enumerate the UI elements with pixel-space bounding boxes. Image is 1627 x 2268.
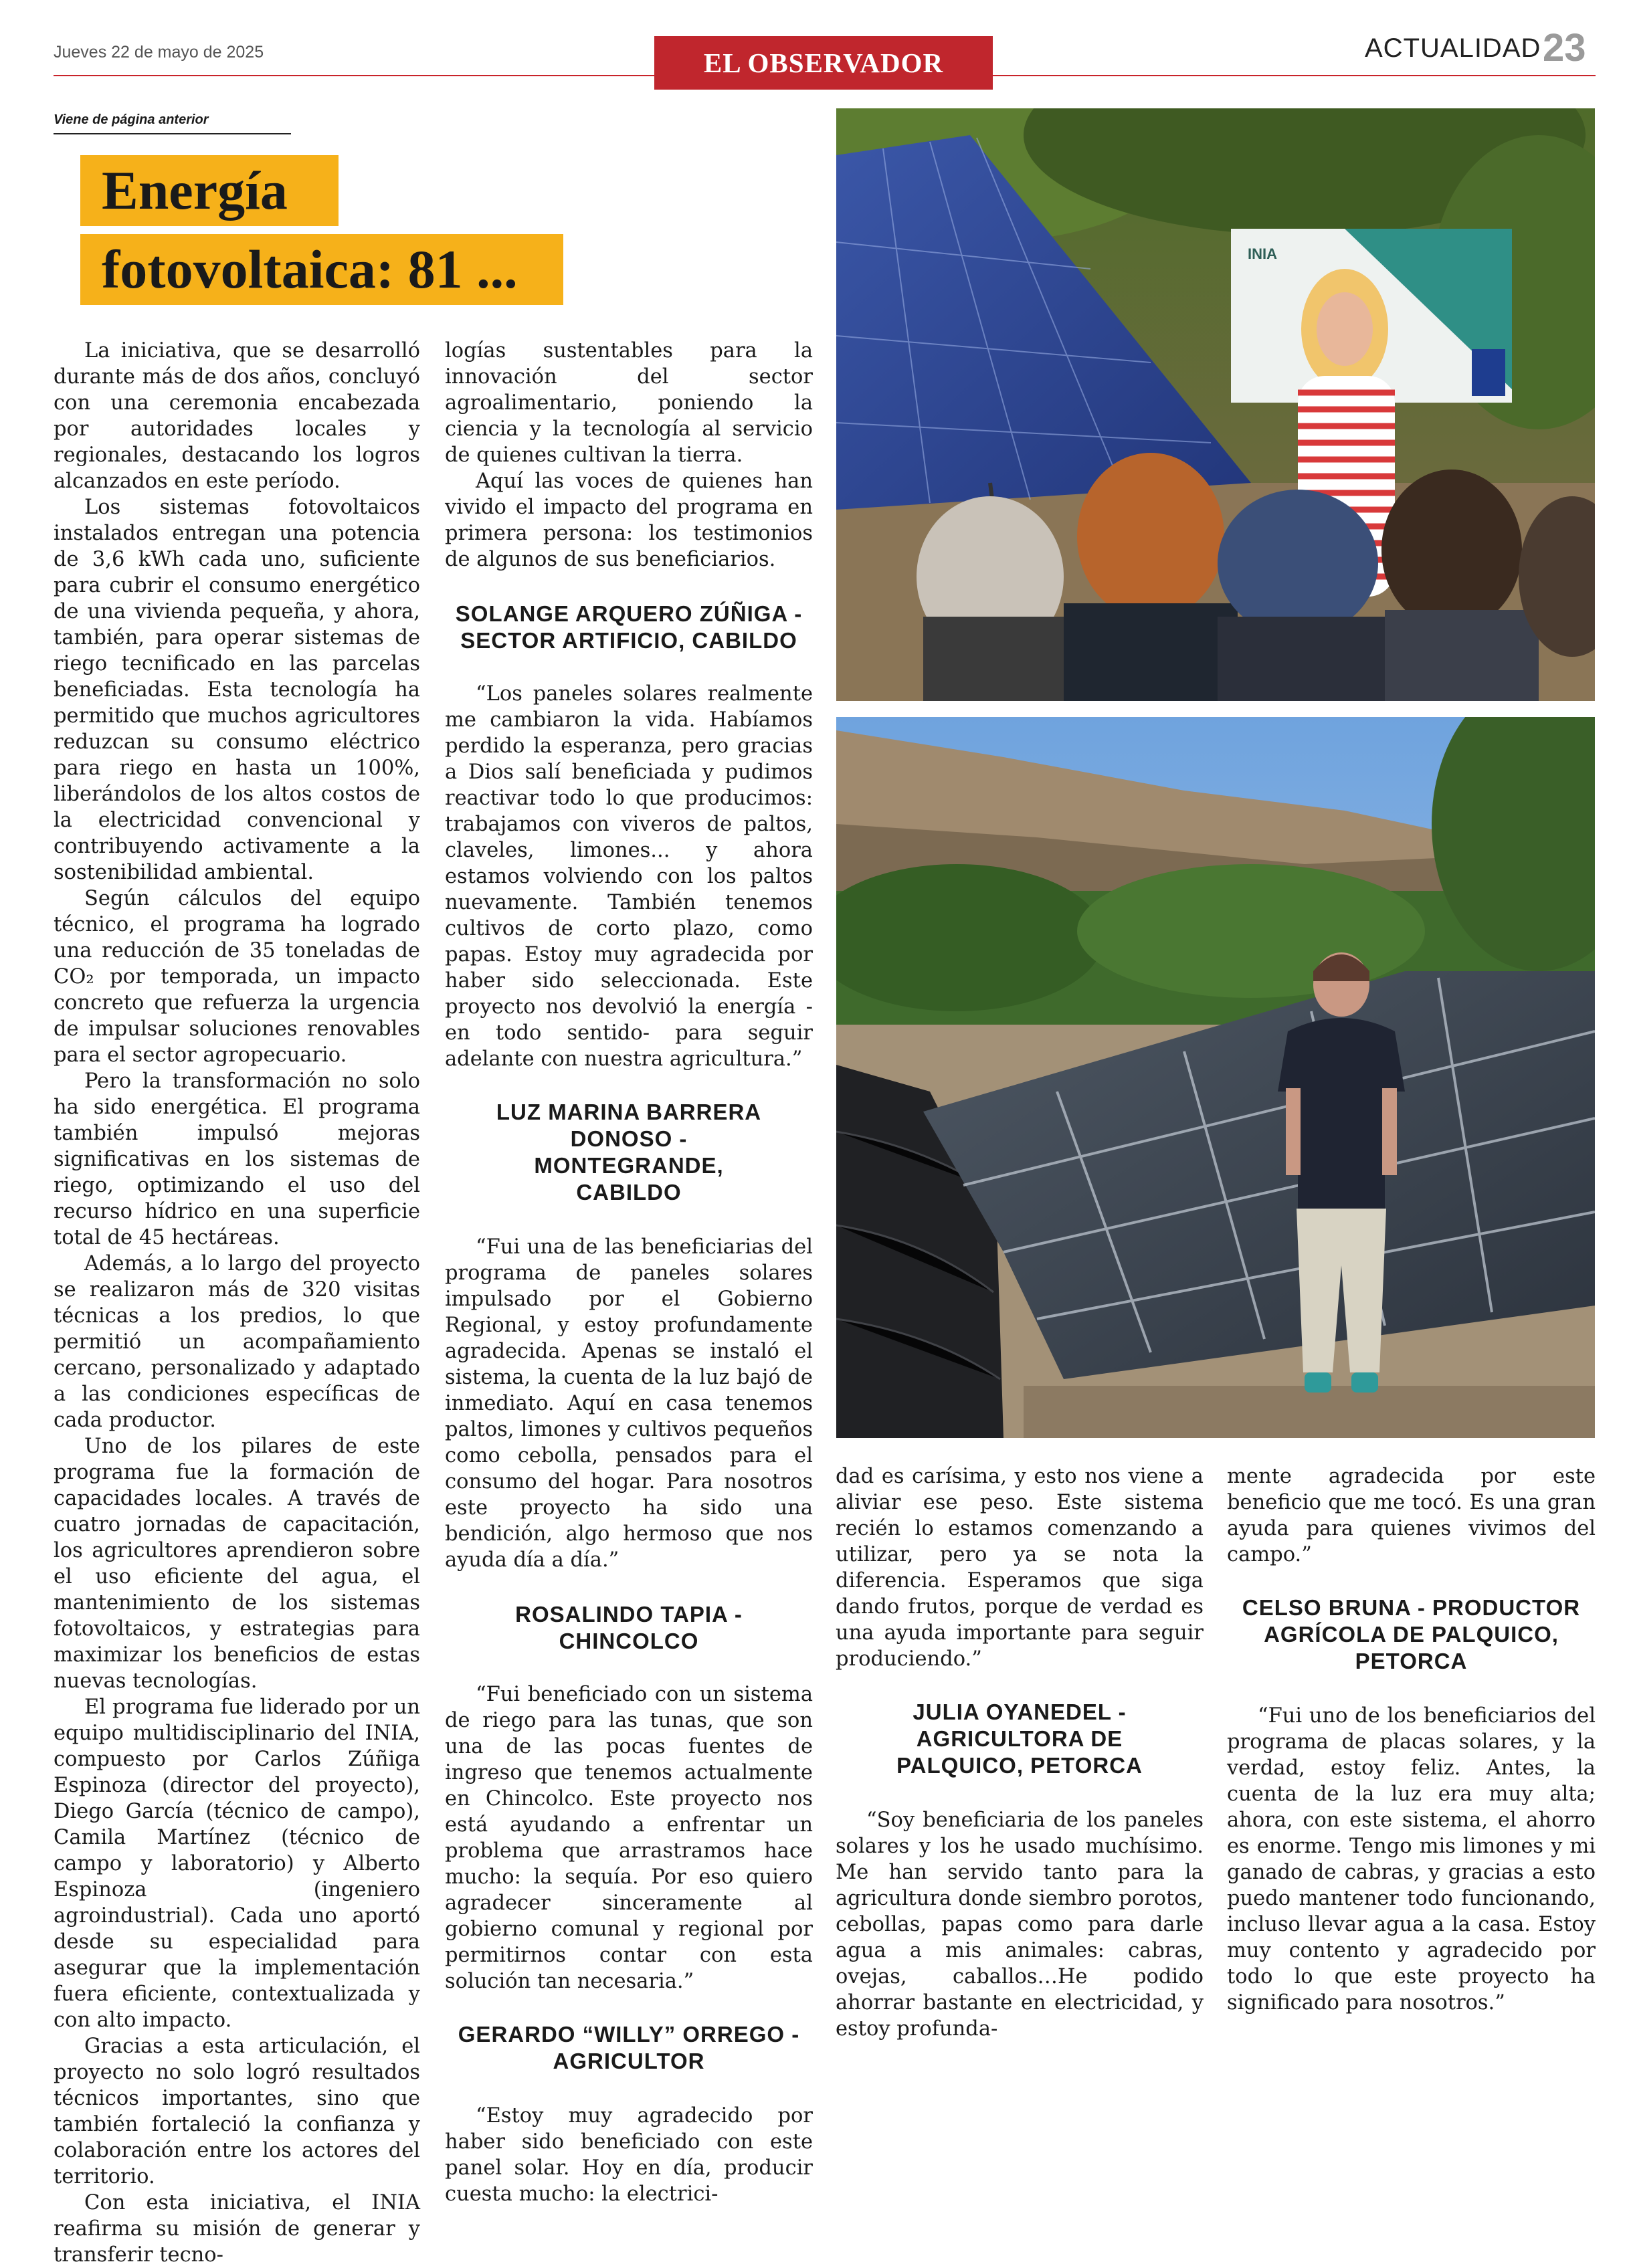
article-column-3 [836, 1463, 1204, 2042]
testimonial-heading: CELSO BRUNA - PRODUCTOR AGRÍCOLA DE PALQUICO, PETORCA [1242, 1595, 1581, 1673]
body-paragraph: Uno de los pilares de este programa fue la formación de capacidades locales. A través de cuatro jornadas de capacitación, los agricultores aprendieron sobre el uso eficiente del agua, el mantenimiento de los sistemas fotovoltaicos, y estrategias para maximizar los beneficios de estas nuevas tecnologías. [54, 1435, 420, 1693]
testimonial-heading: SOLANGE ARQUERO ZÚÑIGA - SECTOR ARTIFICIO, CABILDO [455, 601, 803, 653]
headline-line-2: fotovoltaica: 81 ... [80, 234, 563, 305]
article-column-4 [1227, 1463, 1596, 2016]
body-paragraph: Gracias a esta articulación, el proyecto no solo logró resultados técnicos importantes, sino que también fortaleció la confianza y colaboración entre los actores del territorio. [54, 2035, 420, 2188]
testimonial-heading: LUZ MARINA BARRERA DONOSO - MONTEGRANDE, CABILDO [496, 1100, 762, 1205]
page-number: 23 [1543, 26, 1586, 70]
article-column-2 [445, 338, 813, 2207]
testimonial-heading: JULIA OYANEDEL - AGRICULTORA DE PALQUICO, PETORCA [896, 1699, 1143, 1778]
body-paragraph: dad es carísima, y esto nos viene a aliviar ese peso. Este sistema recién lo estamos comenzando a utilizar, pero ya se nota la diferencia. Esperamos que siga dando frutos, porque de verdad es una ayuda importante para seguir produciendo.” [836, 1465, 1204, 1671]
body-paragraph: Con esta iniciativa, el INIA reafirma su misión de generar y transferir tecno- [54, 2191, 420, 2267]
body-paragraph: La iniciativa, que se desarrolló durante más de dos años, concluyó con una ceremonia encabezada por autoridades locales y regionales, destacando los logros alcanzados en este período. [54, 339, 420, 493]
body-paragraph: Según cálculos del equipo técnico, el programa ha logrado una reducción de 35 toneladas de CO₂ por temporada, un impacto concreto que refuerza la urgencia de impulsar soluciones renovables para el sector agropecuario. [54, 887, 420, 1067]
issue-date: Jueves 22 de mayo de 2025 [54, 43, 264, 62]
body-paragraph: mente agradecida por este beneficio que me tocó. Es una gran ayuda para quienes vivimos del campo.” [1227, 1465, 1596, 1566]
testimonial-text: “Soy beneficiaria de los paneles solares y los he usado muchísimo. Me han servido tanto para la agricultura donde siembro porotos, cebollas, papas como para darle agua a mis animales: cabras, ovejas, caballos…He podido ahorrar bastante en electricidad, y estoy profunda- [836, 1809, 1204, 2041]
continued-from-label: Viene de página anterior [54, 112, 291, 134]
body-paragraph: Los sistemas fotovoltaicos instalados entregan una potencia de 3,6 kWh cada uno, suficiente para cubrir el consumo energético de una vivienda pequeña, y ahora, también, para operar sistemas de riego tecnificado en las parcelas beneficiadas. Esta tecnología ha permitido que muchos agricultores reduzcan su consumo eléctrico para riego en hasta un 100%, liberándolos de los altos costos de la electricidad convencional y contribuyendo activamente a la sostenibilidad ambiental. [54, 496, 420, 884]
testimonial-heading: GERARDO “WILLY” ORREGO - AGRICULTOR [458, 2022, 800, 2073]
testimonial-text: “Fui uno de los beneficiarios del programa de placas solares, y la verdad, estoy feliz. Antes, la cuenta de la luz era muy alta; ahora, con este sistema, el ahorro es enorme. Tengo mis limones y mi ganado de cabras, y gracias a esto puedo mantener todo funcionando, incluso llevar agua a la casa. Estoy muy contento y agradecido por todo lo que este proyecto ha significado para nosotros.” [1227, 1704, 1596, 2015]
testimonial-text: “Estoy muy agradecido por haber sido beneficiado con este panel solar. Hoy en día, producir cuesta mucho: la electrici- [445, 2104, 813, 2206]
body-paragraph: Además, a lo largo del proyecto se realizaron más de 320 visitas técnicas a los predios, lo que permitió un acompañamiento cercano, personalizado y adaptado a las condiciones específicas de cada productor. [54, 1252, 420, 1432]
masthead-logo: EL OBSERVADOR [654, 36, 993, 90]
body-paragraph: Pero la transformación no solo ha sido energética. El programa también impulsó mejoras significativas en los sistemas de riego, optimizando el uso del recurso hídrico en una superficie total de 45 hectáreas. [54, 1069, 420, 1249]
body-paragraph: logías sustentables para la innovación del sector agroalimentario, poniendo la ciencia y la tecnología al servicio de quienes cultivan la tierra. [445, 339, 813, 467]
body-paragraph: Aquí las voces de quienes han vivido el impacto del programa en primera persona: los testimonios de algunos de sus beneficiarios. [445, 470, 813, 571]
headline-line-1: Energía [80, 155, 339, 226]
testimonial-text: “Fui beneficiado con un sistema de riego para las tunas, que son una de las pocas fuentes de ingreso que tenemos actualmente en Chincolco. Este proyecto nos está ayudando a enfrentar un problema que arrastramos hace mucho: la sequía. Por eso quiero agradecer sinceramente al gobierno comunal y regional por permitirnos contar con esta solución tan necesaria.” [445, 1683, 813, 1993]
body-paragraph: El programa fue liderado por un equipo multidisciplinario del INIA, compuesto por Carlos Zúñiga Espinoza (director del proyecto), Diego García (técnico de campo), Camila Martínez (técnico de campo y laboratorio) y Alberto Espinoza (ingeniero agroindustrial). Cada uno aportó desde su especialidad para asegurar que la implementación fuera eficiente, contextualizada y con alto impacto. [54, 1695, 420, 2032]
article-column-1 [54, 338, 420, 2268]
inia-sign-logo: INIA [1248, 245, 1277, 262]
section-label: ACTUALIDAD [1365, 33, 1541, 63]
testimonial-text: “Fui una de las beneficiarias del programa de paneles solares impulsado por el Gobierno Regional, y estoy profundamente agradecida. Apenas se instaló el sistema, la cuenta de la luz bajó de inmediato. Aquí en casa tenemos paltos, limones y cultivos pequeños como cebolla, pensados para el consumo del hogar. Para nosotros este proyecto ha sido una bendición, algo hermoso que nos ayuda día a día.” [445, 1235, 813, 1572]
event-photo [836, 108, 1595, 701]
farmer-photo [836, 717, 1595, 1438]
testimonial-heading: ROSALINDO TAPIA - CHINCOLCO [515, 1602, 743, 1653]
testimonial-text: “Los paneles solares realmente me cambiaron la vida. Habíamos perdido la esperanza, pero gracias a Dios salí beneficiada y pudimos reactivar todo lo que producimos: trabajamos con viveros de paltos, claveles, limones... y ahora estamos volviendo con los paltos nuevamente. También tenemos cultivos de corto plazo, como papas. Estoy muy agradecida por haber sido seleccionada. Este proyecto nos devolvió la energía -en todo sentido- para seguir adelante con nuestra agricultura.” [445, 682, 813, 1071]
